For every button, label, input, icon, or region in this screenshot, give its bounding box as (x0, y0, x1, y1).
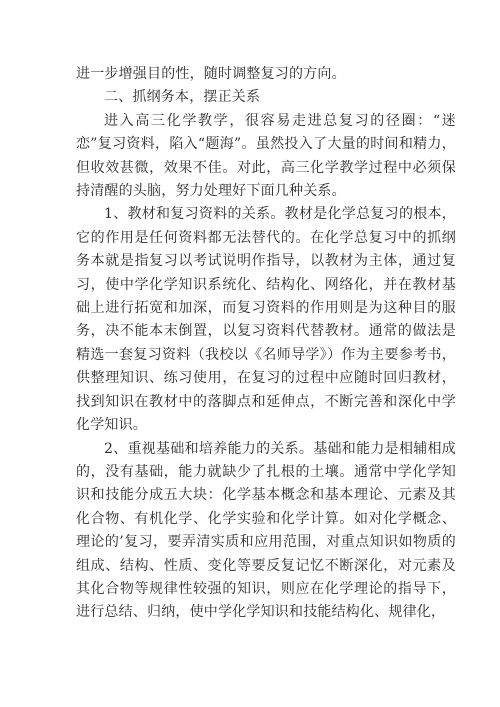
paragraph-intro: 进入高三化学教学，很容易走进总复习的径圈：“迷恋”复习资料，陷入“题海”。虽然投入了大量的时间和精力，但收效甚微，效果不佳。对此，高三化学教学过程中必须保持清醒的头脑，努力处理好下面几种关系。 (76, 112, 456, 200)
paragraph-point-1: 1、教材和复习资料的关系。教材是化学总复习的根本，它的作用是任何资料都无法替代的。在化学总复习中的抓纲务本就是指复习以考试说明作指导，以教材为主体，通过复习，使中学化学知识系统化、结构化、网络化，并在教材基础上进行拓宽和加深，而复习资料的作用则是为这种目的服务，决不能本末倒置，以复习资料代替教材。通常的做法是精选一套复习资料（我校以《名师导学》）作为主要参考书，供整理知识、练习使用，在复习的过程中应随时回归教材，找到知识在教材中的落脚点和延伸点，不断完善和深化中学化学知识。 (76, 206, 456, 434)
paragraph-continuation: 进一步增强目的性，随时调整复习的方向。 (76, 66, 346, 82)
section-heading: 二、抓纲务本，摆正关系 (104, 89, 261, 106)
paragraph-point-2: 2、重视基础和培养能力的关系。基础和能力是相辅相成的，没有基础，能力就缺少了扎根的土壤。通常中学化学知识和技能分成五大块：化学基本概念和基本理论、元素及其化合物、有机化学、化学实验和化学计算。如对化学概念、理论的’复习，要弄清实质和应用范围，对重点知识如物质的组成、结构、性质、变化等要反复记忆不断深化，对元素及其化合物等规律性较强的知识，则应在化学理论的指导下，进行总结、归纳，使中学化学知识和技能结构化、规律化， (76, 440, 456, 621)
document-body (76, 63, 456, 625)
